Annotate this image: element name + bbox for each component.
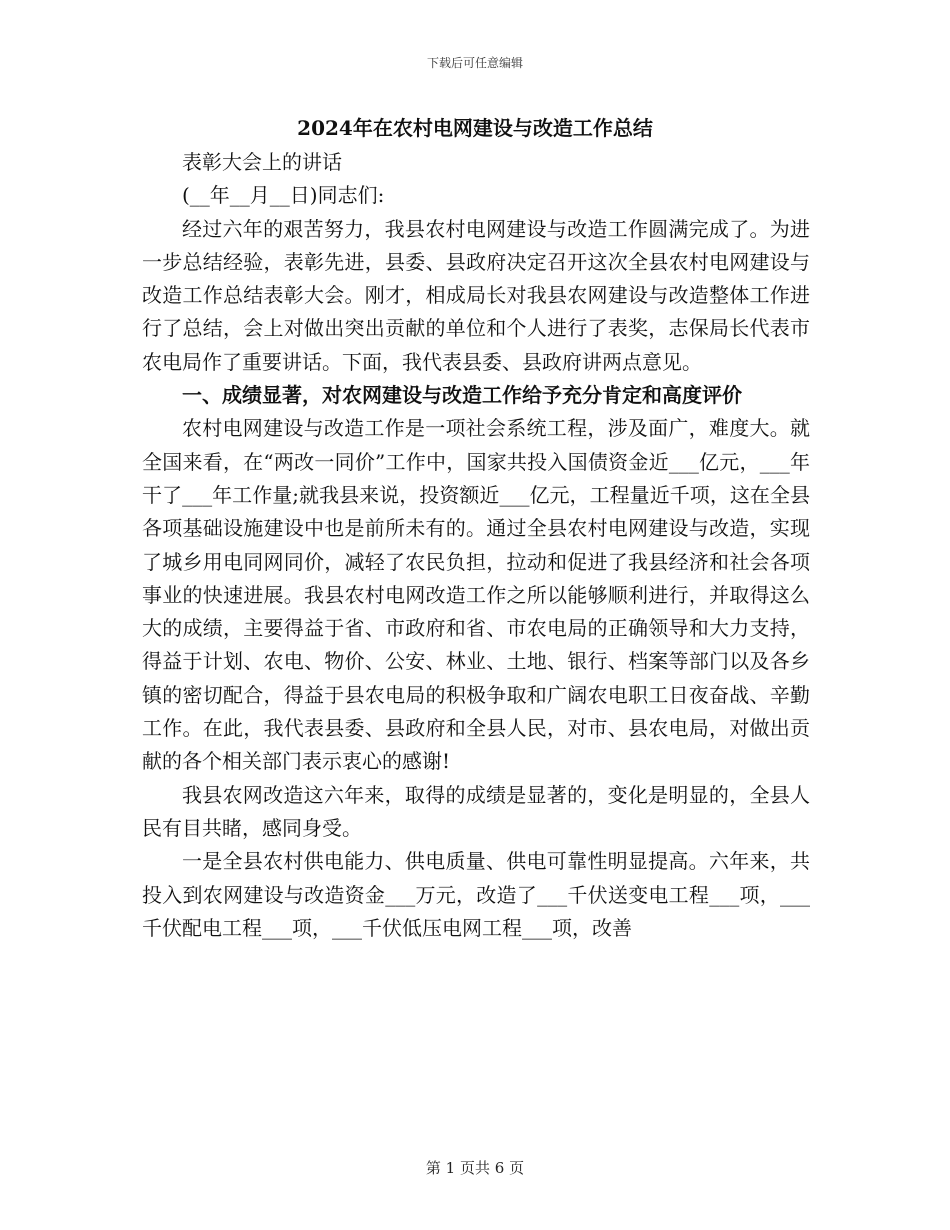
paragraph-six-years: 我县农网改造这六年来，取得的成绩是显著的，变化是明显的，全县人民有目共睹，感同身受。 [142, 782, 810, 840]
salutation-line: (__年__月__日)同志们: [182, 183, 385, 208]
paragraph-point-one: 一是全县农村供电能力、供电质量、供电可靠性明显提高。六年来，共投入到农网建设与改造资金___万元，改造了___千伏送变电工程___项，___千伏配电工程___项，___千伏低压电网工程___项，改善 [142, 849, 810, 940]
section-heading-1: 一、成绩显著，对农网建设与改造工作给予充分肯定和高度评价 [182, 383, 742, 408]
document-title: 2024年在农村电网建设与改造工作总结 [297, 116, 653, 140]
document-body [142, 146, 810, 945]
page-header-note: 下载后可任意编辑 [426, 56, 523, 70]
page-number-footer: 第 1 页共 6 页 [425, 1159, 525, 1177]
paragraph-achievements: 农村电网建设与改造工作是一项社会系统工程，涉及面广，难度大。就全国来看，在“两改一同价”工作中，国家共投入国债资金近___亿元，___年干了___年工作量;就我县来说，投资额近___亿元，工程量近千项，这在全县各项基础设施建设中也是前所未有的。通过全县农村电网建设与改造，实现了城乡用电同网同价，减轻了农民负担，拉动和促进了我县经济和社会各项事业的快速进展。我县农村电网改造工作之所以能够顺利进行，并取得这么大的成绩，主要得益于省、市政府和省、市农电局的正确领导和大力支持，得益于计划、农电、物价、公安、林业、土地、银行、档案等部门以及各乡镇的密切配合，得益于县农电局的积极争取和广阔农电职工日夜奋战、辛勤工作。在此，我代表县委、县政府和全县人民，对市、县农电局，对做出贡献的各个相关部门表示衷心的感谢! [142, 416, 810, 774]
speech-subtitle: 表彰大会上的讲话 [182, 150, 342, 174]
paragraph-intro: 经过六年的艰苦努力，我县农村电网建设与改造工作圆满完成了。为进一步总结经验，表彰先进，县委、县政府决定召开这次全县农村电网建设与改造工作总结表彰大会。刚才，相成局长对我县农网建设与改造整体工作进行了总结，会上对做出突出贡献的单位和个人进行了表奖，志保局长代表市农电局作了重要讲话。下面，我代表县委、县政府讲两点意见。 [142, 216, 810, 374]
